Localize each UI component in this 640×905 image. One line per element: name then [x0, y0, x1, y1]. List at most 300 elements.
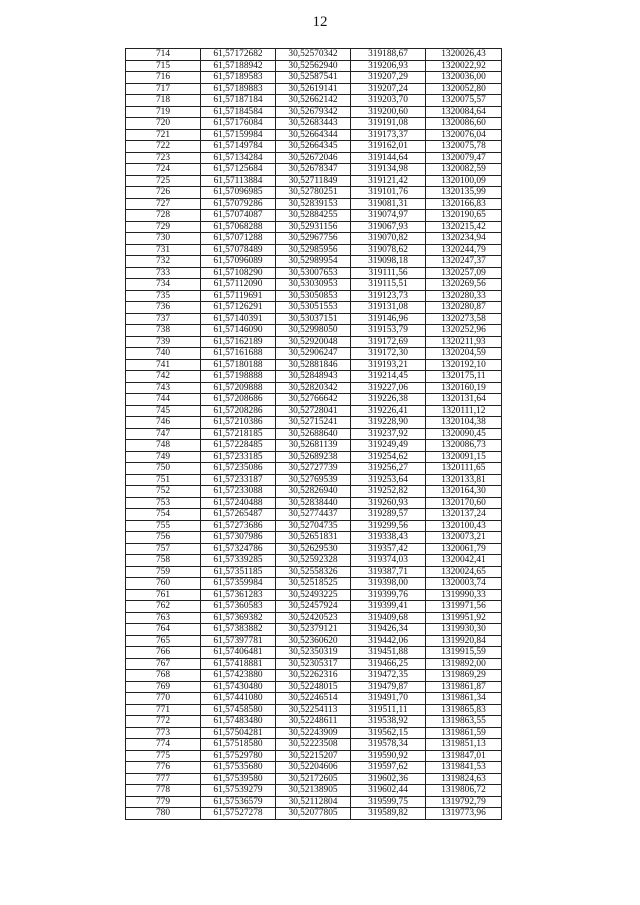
- table-row: [126, 221, 502, 233]
- x-coordinate-cell: 319172,30: [351, 348, 426, 360]
- longitude-cell: 30,52651831: [276, 532, 351, 544]
- longitude-cell: 30,52681139: [276, 440, 351, 452]
- point-number-cell: 777: [126, 773, 201, 785]
- x-coordinate-cell: 319357,42: [351, 543, 426, 555]
- table-row: [126, 681, 502, 693]
- x-coordinate-cell: 319399,76: [351, 589, 426, 601]
- longitude-cell: 30,52379121: [276, 624, 351, 636]
- longitude-cell: 30,52570342: [276, 49, 351, 61]
- point-number-cell: 743: [126, 382, 201, 394]
- longitude-cell: 30,52248015: [276, 681, 351, 693]
- y-coordinate-cell: 1319792,79: [426, 796, 502, 808]
- latitude-cell: 61,57441080: [201, 693, 276, 705]
- latitude-cell: 61,57134284: [201, 152, 276, 164]
- latitude-cell: 61,57504281: [201, 727, 276, 739]
- table-row: [126, 532, 502, 544]
- x-coordinate-cell: 319098,18: [351, 256, 426, 268]
- point-number-cell: 775: [126, 750, 201, 762]
- y-coordinate-cell: 1319861,87: [426, 681, 502, 693]
- longitude-cell: 30,52967756: [276, 233, 351, 245]
- table-row: [126, 164, 502, 176]
- latitude-cell: 61,57483480: [201, 716, 276, 728]
- y-coordinate-cell: 1319951,92: [426, 612, 502, 624]
- y-coordinate-cell: 1320247,37: [426, 256, 502, 268]
- x-coordinate-cell: 319479,87: [351, 681, 426, 693]
- table-row: [126, 727, 502, 739]
- y-coordinate-cell: 1319847,01: [426, 750, 502, 762]
- table-row: [126, 405, 502, 417]
- latitude-cell: 61,57159984: [201, 129, 276, 141]
- latitude-cell: 61,57126291: [201, 302, 276, 314]
- y-coordinate-cell: 1320160,19: [426, 382, 502, 394]
- point-number-cell: 780: [126, 808, 201, 820]
- longitude-cell: 30,52711849: [276, 175, 351, 187]
- point-number-cell: 773: [126, 727, 201, 739]
- x-coordinate-cell: 319070,82: [351, 233, 426, 245]
- latitude-cell: 61,57228485: [201, 440, 276, 452]
- x-coordinate-cell: 319067,93: [351, 221, 426, 233]
- longitude-cell: 30,52769539: [276, 474, 351, 486]
- longitude-cell: 30,52774437: [276, 509, 351, 521]
- latitude-cell: 61,57265487: [201, 509, 276, 521]
- x-coordinate-cell: 319426,34: [351, 624, 426, 636]
- longitude-cell: 30,52360620: [276, 635, 351, 647]
- table-row: [126, 60, 502, 72]
- latitude-cell: 61,57189883: [201, 83, 276, 95]
- point-number-cell: 730: [126, 233, 201, 245]
- x-coordinate-cell: 319237,92: [351, 428, 426, 440]
- point-number-cell: 732: [126, 256, 201, 268]
- longitude-cell: 30,52839153: [276, 198, 351, 210]
- longitude-cell: 30,52989954: [276, 256, 351, 268]
- latitude-cell: 61,57079286: [201, 198, 276, 210]
- latitude-cell: 61,57339285: [201, 555, 276, 567]
- latitude-cell: 61,57180188: [201, 359, 276, 371]
- table-row: [126, 647, 502, 659]
- longitude-cell: 30,52350319: [276, 647, 351, 659]
- longitude-cell: 30,52138905: [276, 785, 351, 797]
- longitude-cell: 30,52223508: [276, 739, 351, 751]
- y-coordinate-cell: 1320036,00: [426, 72, 502, 84]
- point-number-cell: 764: [126, 624, 201, 636]
- y-coordinate-cell: 1320024,65: [426, 566, 502, 578]
- y-coordinate-cell: 1319841,53: [426, 762, 502, 774]
- longitude-cell: 30,52679342: [276, 106, 351, 118]
- y-coordinate-cell: 1320135,99: [426, 187, 502, 199]
- x-coordinate-cell: 319207,29: [351, 72, 426, 84]
- table-row: [126, 463, 502, 475]
- table-row: [126, 198, 502, 210]
- longitude-cell: 30,52838440: [276, 497, 351, 509]
- x-coordinate-cell: 319226,38: [351, 394, 426, 406]
- latitude-cell: 61,57397781: [201, 635, 276, 647]
- table-row: [126, 348, 502, 360]
- point-number-cell: 747: [126, 428, 201, 440]
- x-coordinate-cell: 319562,15: [351, 727, 426, 739]
- longitude-cell: 30,52254113: [276, 704, 351, 716]
- longitude-cell: 30,52664344: [276, 129, 351, 141]
- longitude-cell: 30,52920048: [276, 336, 351, 348]
- y-coordinate-cell: 1320042,41: [426, 555, 502, 567]
- x-coordinate-cell: 319299,56: [351, 520, 426, 532]
- table-row: [126, 543, 502, 555]
- table-row: [126, 187, 502, 199]
- table-row: [126, 49, 502, 61]
- table-row: [126, 612, 502, 624]
- y-coordinate-cell: 1320111,65: [426, 463, 502, 475]
- point-number-cell: 756: [126, 532, 201, 544]
- latitude-cell: 61,57176084: [201, 118, 276, 130]
- y-coordinate-cell: 1320215,42: [426, 221, 502, 233]
- point-number-cell: 739: [126, 336, 201, 348]
- table-row: [126, 440, 502, 452]
- table-row: [126, 555, 502, 567]
- longitude-cell: 30,52629530: [276, 543, 351, 555]
- point-number-cell: 779: [126, 796, 201, 808]
- latitude-cell: 61,57112090: [201, 279, 276, 291]
- longitude-cell: 30,52493225: [276, 589, 351, 601]
- x-coordinate-cell: 319173,37: [351, 129, 426, 141]
- x-coordinate-cell: 319538,92: [351, 716, 426, 728]
- longitude-cell: 30,52248611: [276, 716, 351, 728]
- latitude-cell: 61,57324786: [201, 543, 276, 555]
- point-number-cell: 740: [126, 348, 201, 360]
- table-row: [126, 302, 502, 314]
- latitude-cell: 61,57273686: [201, 520, 276, 532]
- y-coordinate-cell: 1320003,74: [426, 578, 502, 590]
- longitude-cell: 30,52558326: [276, 566, 351, 578]
- x-coordinate-cell: 319074,97: [351, 210, 426, 222]
- latitude-cell: 61,57146090: [201, 325, 276, 337]
- longitude-cell: 30,52172605: [276, 773, 351, 785]
- y-coordinate-cell: 1320111,12: [426, 405, 502, 417]
- latitude-cell: 61,57125684: [201, 164, 276, 176]
- longitude-cell: 30,52704735: [276, 520, 351, 532]
- latitude-cell: 61,57209888: [201, 382, 276, 394]
- x-coordinate-cell: 319398,00: [351, 578, 426, 590]
- x-coordinate-cell: 319111,56: [351, 267, 426, 279]
- y-coordinate-cell: 1320084,64: [426, 106, 502, 118]
- y-coordinate-cell: 1319990,33: [426, 589, 502, 601]
- latitude-cell: 61,57113884: [201, 175, 276, 187]
- point-number-cell: 744: [126, 394, 201, 406]
- x-coordinate-cell: 319153,79: [351, 325, 426, 337]
- point-number-cell: 751: [126, 474, 201, 486]
- x-coordinate-cell: 319256,27: [351, 463, 426, 475]
- table-row: [126, 141, 502, 153]
- latitude-cell: 61,57539279: [201, 785, 276, 797]
- y-coordinate-cell: 1320079,47: [426, 152, 502, 164]
- longitude-cell: 30,52766642: [276, 394, 351, 406]
- latitude-cell: 61,57307986: [201, 532, 276, 544]
- x-coordinate-cell: 319207,24: [351, 83, 426, 95]
- x-coordinate-cell: 319206,93: [351, 60, 426, 72]
- page-number: 12: [312, 14, 328, 30]
- x-coordinate-cell: 319227,06: [351, 382, 426, 394]
- table-row: [126, 773, 502, 785]
- longitude-cell: 30,52077805: [276, 808, 351, 820]
- latitude-cell: 61,57529780: [201, 750, 276, 762]
- table-row: [126, 750, 502, 762]
- longitude-cell: 30,53050853: [276, 290, 351, 302]
- latitude-cell: 61,57235086: [201, 463, 276, 475]
- latitude-cell: 61,57383882: [201, 624, 276, 636]
- point-number-cell: 774: [126, 739, 201, 751]
- x-coordinate-cell: 319387,71: [351, 566, 426, 578]
- y-coordinate-cell: 1320137,24: [426, 509, 502, 521]
- point-number-cell: 765: [126, 635, 201, 647]
- y-coordinate-cell: 1320273,58: [426, 313, 502, 325]
- table-row: [126, 428, 502, 440]
- x-coordinate-cell: 319338,43: [351, 532, 426, 544]
- point-number-cell: 725: [126, 175, 201, 187]
- longitude-cell: 30,52881846: [276, 359, 351, 371]
- point-number-cell: 715: [126, 60, 201, 72]
- y-coordinate-cell: 1320269,56: [426, 279, 502, 291]
- y-coordinate-cell: 1320100,09: [426, 175, 502, 187]
- longitude-cell: 30,52587541: [276, 72, 351, 84]
- longitude-cell: 30,53030953: [276, 279, 351, 291]
- table-row: [126, 152, 502, 164]
- point-number-cell: 776: [126, 762, 201, 774]
- table-row: [126, 704, 502, 716]
- x-coordinate-cell: 319123,73: [351, 290, 426, 302]
- table-row: [126, 486, 502, 498]
- latitude-cell: 61,57068288: [201, 221, 276, 233]
- x-coordinate-cell: 319602,36: [351, 773, 426, 785]
- longitude-cell: 30,52985956: [276, 244, 351, 256]
- longitude-cell: 30,52672046: [276, 152, 351, 164]
- x-coordinate-cell: 319115,51: [351, 279, 426, 291]
- latitude-cell: 61,57172682: [201, 49, 276, 61]
- x-coordinate-cell: 319191,08: [351, 118, 426, 130]
- table-row: [126, 359, 502, 371]
- longitude-cell: 30,52592328: [276, 555, 351, 567]
- point-number-cell: 714: [126, 49, 201, 61]
- coordinates-table-body: [126, 49, 502, 820]
- y-coordinate-cell: 1319863,55: [426, 716, 502, 728]
- y-coordinate-cell: 1320075,78: [426, 141, 502, 153]
- longitude-cell: 30,52688640: [276, 428, 351, 440]
- coordinates-table: [125, 48, 502, 820]
- latitude-cell: 61,57071288: [201, 233, 276, 245]
- y-coordinate-cell: 1320190,65: [426, 210, 502, 222]
- table-row: [126, 83, 502, 95]
- point-number-cell: 718: [126, 95, 201, 107]
- point-number-cell: 749: [126, 451, 201, 463]
- x-coordinate-cell: 319597,62: [351, 762, 426, 774]
- x-coordinate-cell: 319214,45: [351, 371, 426, 383]
- point-number-cell: 766: [126, 647, 201, 659]
- latitude-cell: 61,57361283: [201, 589, 276, 601]
- y-coordinate-cell: 1319773,96: [426, 808, 502, 820]
- x-coordinate-cell: 319078,62: [351, 244, 426, 256]
- x-coordinate-cell: 319602,44: [351, 785, 426, 797]
- y-coordinate-cell: 1320061,79: [426, 543, 502, 555]
- table-row: [126, 279, 502, 291]
- latitude-cell: 61,57527278: [201, 808, 276, 820]
- point-number-cell: 760: [126, 578, 201, 590]
- longitude-cell: 30,52884255: [276, 210, 351, 222]
- table-row: [126, 325, 502, 337]
- table-row: [126, 417, 502, 429]
- longitude-cell: 30,52906247: [276, 348, 351, 360]
- y-coordinate-cell: 1319920,84: [426, 635, 502, 647]
- y-coordinate-cell: 1320073,21: [426, 532, 502, 544]
- table-row: [126, 267, 502, 279]
- point-number-cell: 724: [126, 164, 201, 176]
- table-row: [126, 256, 502, 268]
- y-coordinate-cell: 1320100,43: [426, 520, 502, 532]
- table-row: [126, 394, 502, 406]
- longitude-cell: 30,53007653: [276, 267, 351, 279]
- latitude-cell: 61,57119691: [201, 290, 276, 302]
- table-row: [126, 95, 502, 107]
- y-coordinate-cell: 1320175,11: [426, 371, 502, 383]
- table-row: [126, 210, 502, 222]
- point-number-cell: 745: [126, 405, 201, 417]
- x-coordinate-cell: 319226,41: [351, 405, 426, 417]
- x-coordinate-cell: 319289,57: [351, 509, 426, 521]
- table-row: [126, 808, 502, 820]
- x-coordinate-cell: 319399,41: [351, 601, 426, 613]
- point-number-cell: 741: [126, 359, 201, 371]
- point-number-cell: 734: [126, 279, 201, 291]
- table-row: [126, 578, 502, 590]
- y-coordinate-cell: 1320076,04: [426, 129, 502, 141]
- longitude-cell: 30,52246514: [276, 693, 351, 705]
- latitude-cell: 61,57096089: [201, 256, 276, 268]
- latitude-cell: 61,57208286: [201, 405, 276, 417]
- x-coordinate-cell: 319193,21: [351, 359, 426, 371]
- x-coordinate-cell: 319228,90: [351, 417, 426, 429]
- point-number-cell: 761: [126, 589, 201, 601]
- longitude-cell: 30,52243909: [276, 727, 351, 739]
- y-coordinate-cell: 1320131,64: [426, 394, 502, 406]
- longitude-cell: 30,52518525: [276, 578, 351, 590]
- latitude-cell: 61,57074087: [201, 210, 276, 222]
- table-row: [126, 129, 502, 141]
- y-coordinate-cell: 1319861,34: [426, 693, 502, 705]
- x-coordinate-cell: 319162,01: [351, 141, 426, 153]
- x-coordinate-cell: 319200,60: [351, 106, 426, 118]
- longitude-cell: 30,52715241: [276, 417, 351, 429]
- table-row: [126, 72, 502, 84]
- x-coordinate-cell: 319472,35: [351, 670, 426, 682]
- point-number-cell: 728: [126, 210, 201, 222]
- point-number-cell: 759: [126, 566, 201, 578]
- x-coordinate-cell: 319254,62: [351, 451, 426, 463]
- longitude-cell: 30,52664345: [276, 141, 351, 153]
- latitude-cell: 61,57240488: [201, 497, 276, 509]
- x-coordinate-cell: 319599,75: [351, 796, 426, 808]
- latitude-cell: 61,57369382: [201, 612, 276, 624]
- table-row: [126, 796, 502, 808]
- point-number-cell: 719: [126, 106, 201, 118]
- point-number-cell: 768: [126, 670, 201, 682]
- y-coordinate-cell: 1320091,15: [426, 451, 502, 463]
- y-coordinate-cell: 1320026,43: [426, 49, 502, 61]
- x-coordinate-cell: 319409,68: [351, 612, 426, 624]
- longitude-cell: 30,53037151: [276, 313, 351, 325]
- point-number-cell: 771: [126, 704, 201, 716]
- point-number-cell: 770: [126, 693, 201, 705]
- latitude-cell: 61,57208686: [201, 394, 276, 406]
- latitude-cell: 61,57233088: [201, 486, 276, 498]
- table-row: [126, 371, 502, 383]
- x-coordinate-cell: 319121,42: [351, 175, 426, 187]
- table-row: [126, 601, 502, 613]
- latitude-cell: 61,57210386: [201, 417, 276, 429]
- x-coordinate-cell: 319578,34: [351, 739, 426, 751]
- table-row: [126, 175, 502, 187]
- point-number-cell: 721: [126, 129, 201, 141]
- point-number-cell: 737: [126, 313, 201, 325]
- latitude-cell: 61,57430480: [201, 681, 276, 693]
- y-coordinate-cell: 1320211,93: [426, 336, 502, 348]
- point-number-cell: 755: [126, 520, 201, 532]
- latitude-cell: 61,57359984: [201, 578, 276, 590]
- latitude-cell: 61,57423880: [201, 670, 276, 682]
- x-coordinate-cell: 319134,98: [351, 164, 426, 176]
- point-number-cell: 742: [126, 371, 201, 383]
- x-coordinate-cell: 319260,93: [351, 497, 426, 509]
- table-row: [126, 290, 502, 302]
- longitude-cell: 30,52305317: [276, 658, 351, 670]
- x-coordinate-cell: 319146,96: [351, 313, 426, 325]
- x-coordinate-cell: 319081,31: [351, 198, 426, 210]
- x-coordinate-cell: 319101,76: [351, 187, 426, 199]
- latitude-cell: 61,57535680: [201, 762, 276, 774]
- latitude-cell: 61,57096985: [201, 187, 276, 199]
- longitude-cell: 30,52727739: [276, 463, 351, 475]
- y-coordinate-cell: 1319971,56: [426, 601, 502, 613]
- point-number-cell: 726: [126, 187, 201, 199]
- longitude-cell: 30,52931156: [276, 221, 351, 233]
- point-number-cell: 758: [126, 555, 201, 567]
- latitude-cell: 61,57351185: [201, 566, 276, 578]
- longitude-cell: 30,52262316: [276, 670, 351, 682]
- x-coordinate-cell: 319188,67: [351, 49, 426, 61]
- table-row: [126, 509, 502, 521]
- y-coordinate-cell: 1319892,00: [426, 658, 502, 670]
- table-row: [126, 693, 502, 705]
- y-coordinate-cell: 1320252,96: [426, 325, 502, 337]
- latitude-cell: 61,57188942: [201, 60, 276, 72]
- table-row: [126, 589, 502, 601]
- y-coordinate-cell: 1319930,30: [426, 624, 502, 636]
- latitude-cell: 61,57518580: [201, 739, 276, 751]
- longitude-cell: 30,52728041: [276, 405, 351, 417]
- table-row: [126, 382, 502, 394]
- longitude-cell: 30,52215207: [276, 750, 351, 762]
- y-coordinate-cell: 1320257,09: [426, 267, 502, 279]
- latitude-cell: 61,57539580: [201, 773, 276, 785]
- x-coordinate-cell: 319203,70: [351, 95, 426, 107]
- latitude-cell: 61,57233185: [201, 451, 276, 463]
- latitude-cell: 61,57162189: [201, 336, 276, 348]
- y-coordinate-cell: 1320104,38: [426, 417, 502, 429]
- y-coordinate-cell: 1320192,10: [426, 359, 502, 371]
- table-row: [126, 118, 502, 130]
- latitude-cell: 61,57184584: [201, 106, 276, 118]
- y-coordinate-cell: 1320164,30: [426, 486, 502, 498]
- point-number-cell: 769: [126, 681, 201, 693]
- latitude-cell: 61,57161688: [201, 348, 276, 360]
- latitude-cell: 61,57536579: [201, 796, 276, 808]
- longitude-cell: 30,52678347: [276, 164, 351, 176]
- latitude-cell: 61,57078489: [201, 244, 276, 256]
